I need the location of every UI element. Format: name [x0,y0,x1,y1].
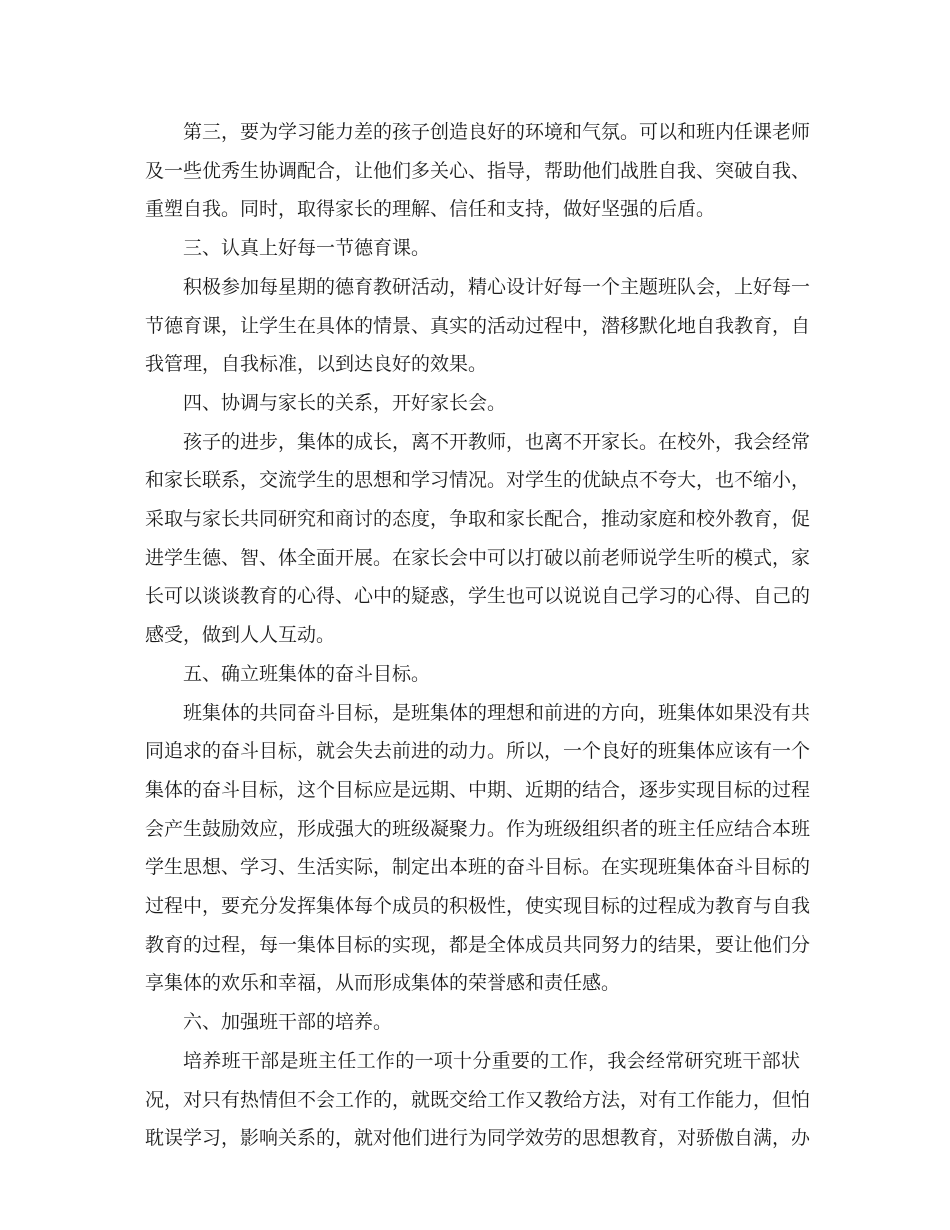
text-line: 我管理，自我标准，以到达良好的效果。 [145,353,488,376]
section-heading-6 [145,1003,800,1042]
paragraph-third-point [145,113,811,229]
heading-text: 三、认真上好每一节德育课。 [183,237,431,260]
heading-text: 四、协调与家长的关系，开好家长会。 [183,391,507,414]
text-line: 班集体的共同奋斗目标，是班集体的理想和前进的方向，班集体如果没有共 [183,701,811,724]
text-line: 孩子的进步，集体的成长，离不开教师，也离不开家长。在校外，我会经常 [183,430,811,453]
section-heading-5 [145,655,800,694]
paragraph-class-cadres [145,1042,811,1158]
heading-text: 五、确立班集体的奋斗目标。 [183,662,431,685]
text-line: 长可以谈谈教育的心得、心中的疑惑，学生也可以说说自己学习的心得、自己的 [145,585,811,608]
paragraph-parents [145,423,811,655]
text-line: 教育的过程，每一集体目标的实现，都是全体成员共同努力的结果，要让他们分 [145,933,811,956]
text-line: 集体的奋斗目标，这个目标应是远期、中期、近期的结合，逐步实现目标的过程 [145,778,811,801]
text-line: 第三，要为学习能力差的孩子创造良好的环境和气氛。可以和班内任课老师 [183,121,811,143]
text-line: 节德育课，让学生在具体的情景、真实的活动过程中，潜移默化地自我教育，自 [145,314,811,337]
text-line: 及一些优秀生协调配合，让他们多关心、指导，帮助他们战胜自我、突破自我、 [145,159,811,182]
text-line: 重塑自我。同时，取得家长的理解、信任和支持，做好坚强的后盾。 [145,198,716,221]
text-line: 学生思想、学习、生活实际，制定出本班的奋斗目标。在实现班集体奋斗目标的 [145,856,811,879]
text-line: 采取与家长共同研究和商讨的态度，争取和家长配合，推动家庭和校外教育，促 [145,508,811,531]
text-line: 过程中，要充分发挥集体每个成员的积极性，使实现目标的过程成为教育与自我 [145,895,811,918]
text-line: 同追求的奋斗目标，就会失去前进的动力。所以，一个良好的班集体应该有一个 [145,740,811,763]
text-line: 培养班干部是班主任工作的一项十分重要的工作，我会经常研究班干部状 [183,1049,800,1072]
text-line: 耽误学习，影响关系的，就对他们进行为同学效劳的思想教育，对骄傲自满，办 [145,1127,811,1150]
text-line: 况，对只有热情但不会工作的，就既交给工作又教给方法，对有工作能力，但怕 [145,1088,811,1111]
paragraph-class-goals [145,694,811,1004]
section-heading-4 [145,384,800,423]
text-line: 积极参加每星期的德育教研活动，精心设计好每一个主题班队会，上好每一 [183,275,811,298]
text-line: 享集体的欢乐和幸福，从而形成集体的荣誉感和责任感。 [145,972,621,995]
document-body [145,113,811,1158]
paragraph-moral-lessons [145,268,811,384]
heading-text: 六、加强班干部的培养。 [183,1011,393,1034]
text-line: 感受，做到人人互动。 [145,624,336,647]
section-heading-3 [145,229,800,268]
text-line: 和家长联系，交流学生的思想和学习情况。对学生的优缺点不夸大，也不缩小， [145,469,811,492]
text-line: 进学生德、智、体全面开展。在家长会中可以打破以前老师说学生听的模式，家 [145,546,811,569]
text-line: 会产生鼓励效应，形成强大的班级凝聚力。作为班级组织者的班主任应结合本班 [145,817,811,840]
